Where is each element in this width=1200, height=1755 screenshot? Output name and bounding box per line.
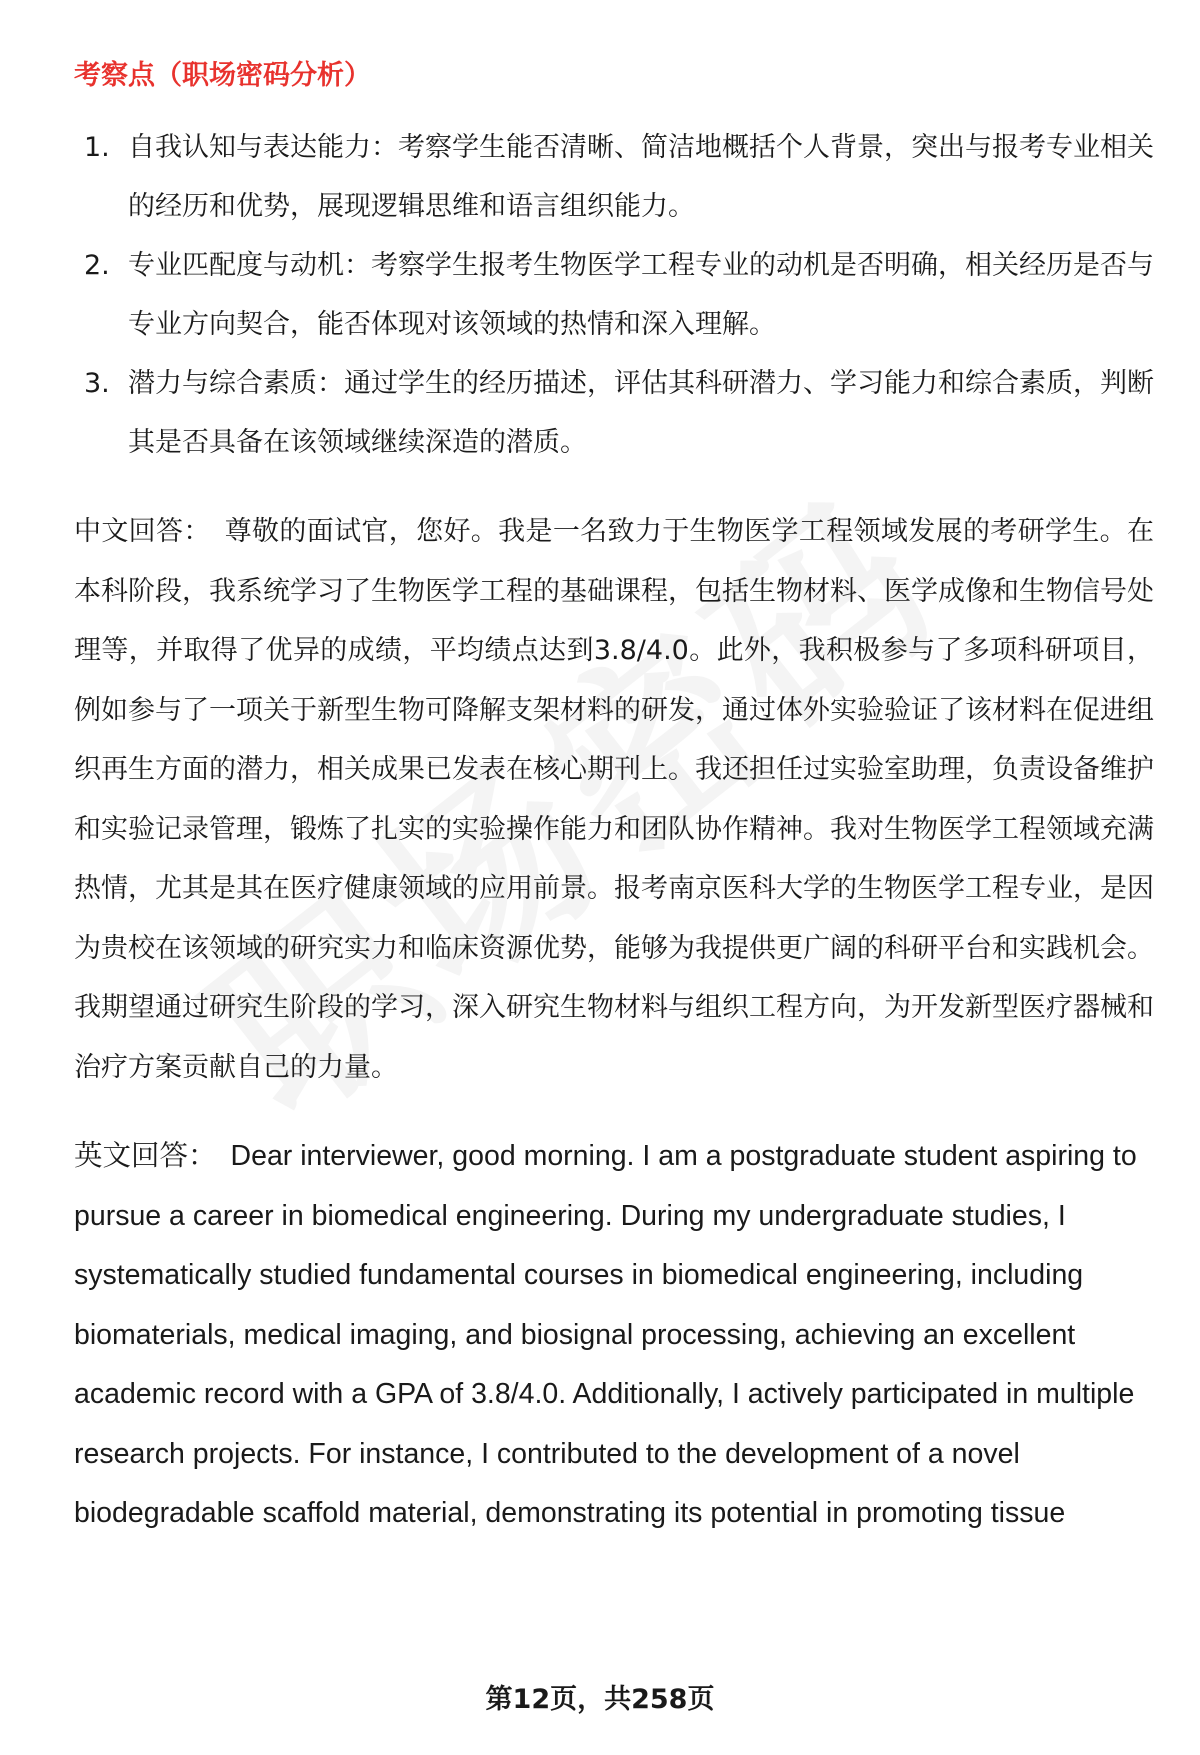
assessment-point <box>74 236 1154 354</box>
point-number: 3. <box>84 368 110 399</box>
point-number: 2. <box>84 250 110 281</box>
section-title: 考察点（职场密码分析） <box>74 60 371 91</box>
point-text: 潜力与综合素质：通过学生的经历描述，评估其科研潜力、学习能力和综合素质，判断其是否具备在该领域继续深造的潜质。 <box>128 368 1154 458</box>
english-answer-text: Dear interviewer, good morning. I am a postgraduate student aspiring to pursue a career in biomedical engineering. During my undergraduate studies, I systematically studied fundamental courses in biomedical engineering, including biomaterials, medical imaging, and biosignal processing, achieving an excellent academic record with a GPA of 3.8/4.0. Additionally, I actively participated in multiple research projects. For instance, I contributed to the development of a novel biodegradable scaffold material, demonstrating its potential in promoting tissue <box>74 1140 1137 1529</box>
chinese-answer-label: 中文回答： <box>74 516 211 547</box>
chinese-answer <box>74 502 1154 1097</box>
assessment-point <box>74 354 1154 472</box>
assessment-points-list <box>74 118 1154 472</box>
point-text: 自我认知与表达能力：考察学生能否清晰、简洁地概括个人背景，突出与报考专业相关的经历和优势，展现逻辑思维和语言组织能力。 <box>128 132 1154 222</box>
document-page <box>74 56 1154 1544</box>
english-answer <box>74 1127 1154 1544</box>
point-text: 专业匹配度与动机：考察学生报考生物医学工程专业的动机是否明确，相关经历是否与专业方向契合，能否体现对该领域的热情和深入理解。 <box>128 250 1154 340</box>
chinese-answer-text: 尊敬的面试官，您好。我是一名致力于生物医学工程领域发展的考研学生。在本科阶段，我系统学习了生物医学工程的基础课程，包括生物材料、医学成像和生物信号处理等，并取得了优异的成绩，平均绩点达到3.8/4.0。此外，我积极参与了多项科研项目，例如参与了一项关于新型生物可降解支架材料的研发，通过体外实验验证了该材料在促进组织再生方面的潜力，相关成果已发表在核心期刊上。我还担任过实验室助理，负责设备维护和实验记录管理，锻炼了扎实的实验操作能力和团队协作精神。我对生物医学工程领域充满热情，尤其是其在医疗健康领域的应用前景。报考南京医科大学的生物医学工程专业，是因为贵校在该领域的研究实力和临床资源优势，能够为我提供更广阔的科研平台和实践机会。我期望通过研究生阶段的学习，深入研究生物材料与组织工程方向，为开发新型医疗器械和治疗方案贡献自己的力量。 <box>74 516 1155 1083</box>
assessment-point <box>74 118 1154 236</box>
page-footer: 第12页，共258页 <box>485 1684 715 1715</box>
point-number: 1. <box>84 132 110 163</box>
english-answer-label: 英文回答： <box>74 1140 217 1172</box>
